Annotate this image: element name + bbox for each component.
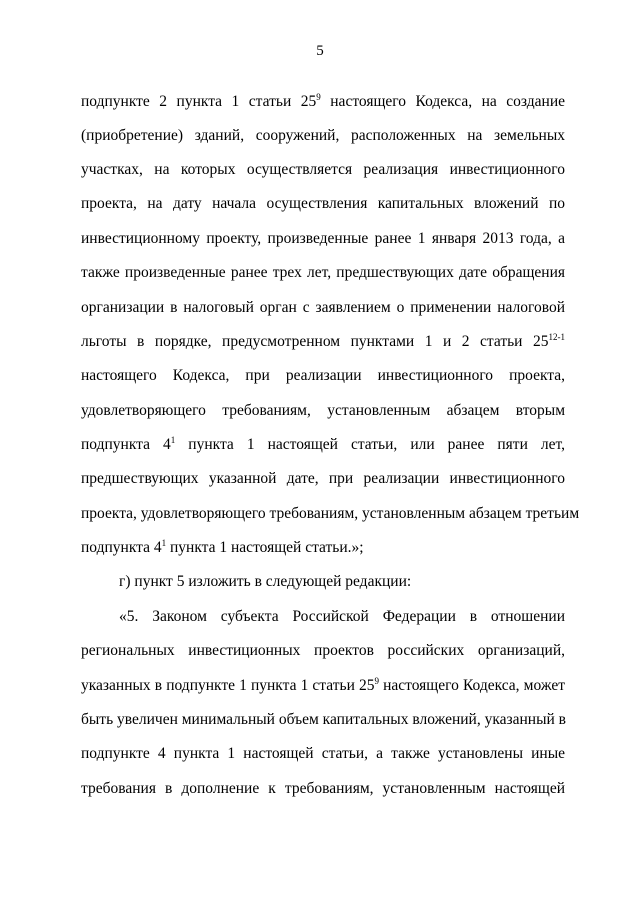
text-line-12: предшествующих указанной дате, при реализации инвестиционного xyxy=(81,470,565,487)
superscript: 12-1 xyxy=(548,331,565,342)
text-fragment: подпункте 2 пункта 1 статьи 25 xyxy=(81,93,317,110)
text-line-9: настоящего Кодекса, при реализации инвестиционного проекта, xyxy=(81,367,565,384)
text-fragment: пункта 1 настоящей статьи.»; xyxy=(166,539,364,556)
text-line-14 xyxy=(81,538,565,558)
text-line-15: г) пункт 5 изложить в следующей редакции: xyxy=(119,573,412,590)
text-fragment: подпункта 4 xyxy=(81,436,171,453)
text-line-1 xyxy=(81,92,565,112)
text-line-20: подпункте 4 пункта 1 настоящей статьи, а также установлены иные xyxy=(81,745,565,762)
superscript: 1 xyxy=(170,434,176,445)
text-fragment: пункта 1 настоящей статьи, или ранее пяти лет, xyxy=(175,436,565,453)
superscript: 9 xyxy=(374,675,379,686)
text-line-3: участках, на которых осуществляется реализация инвестиционного xyxy=(81,161,565,178)
text-fragment: льготы в порядке, предусмотренном пунктами 1 и 2 статьи 25 xyxy=(81,333,549,350)
text-fragment: указанных в подпункте 1 пункта 1 статьи 25 xyxy=(81,677,375,694)
superscript: 9 xyxy=(316,91,321,102)
text-line-8 xyxy=(81,332,565,352)
text-fragment: настоящего Кодекса, может xyxy=(379,677,565,694)
text-fragment: подпункта 4 xyxy=(81,539,162,556)
text-line-18 xyxy=(81,676,565,696)
text-line-11 xyxy=(81,435,565,455)
text-line-17: региональных инвестиционных проектов российских организаций, xyxy=(81,642,565,659)
text-line-7: организации в налоговый орган с заявлением о применении налоговой xyxy=(81,299,565,316)
text-line-21: требования в дополнение к требованиям, установленным настоящей xyxy=(81,780,565,797)
text-line-5: инвестиционному проекту, произведенные ранее 1 января 2013 года, а xyxy=(81,230,565,247)
text-line-13: проекта, удовлетворяющего требованиям, установленным абзацем третьим xyxy=(81,505,580,522)
text-line-4: проекта, на дату начала осуществления капитальных вложений по xyxy=(81,195,565,212)
page-number: 5 xyxy=(316,43,324,59)
text-line-16: «5. Законом субъекта Российской Федерации в отношении xyxy=(119,608,565,625)
text-line-6: также произведенные ранее трех лет, предшествующих дате обращения xyxy=(81,264,565,281)
superscript: 1 xyxy=(161,537,167,548)
text-line-19: быть увеличен минимальный объем капитальных вложений, указанный в xyxy=(81,711,567,728)
text-line-2: (приобретение) зданий, сооружений, расположенных на земельных xyxy=(81,127,565,144)
text-fragment: настоящего Кодекса, на создание xyxy=(320,93,565,110)
text-line-10: удовлетворяющего требованиям, установленным абзацем вторым xyxy=(81,402,565,419)
